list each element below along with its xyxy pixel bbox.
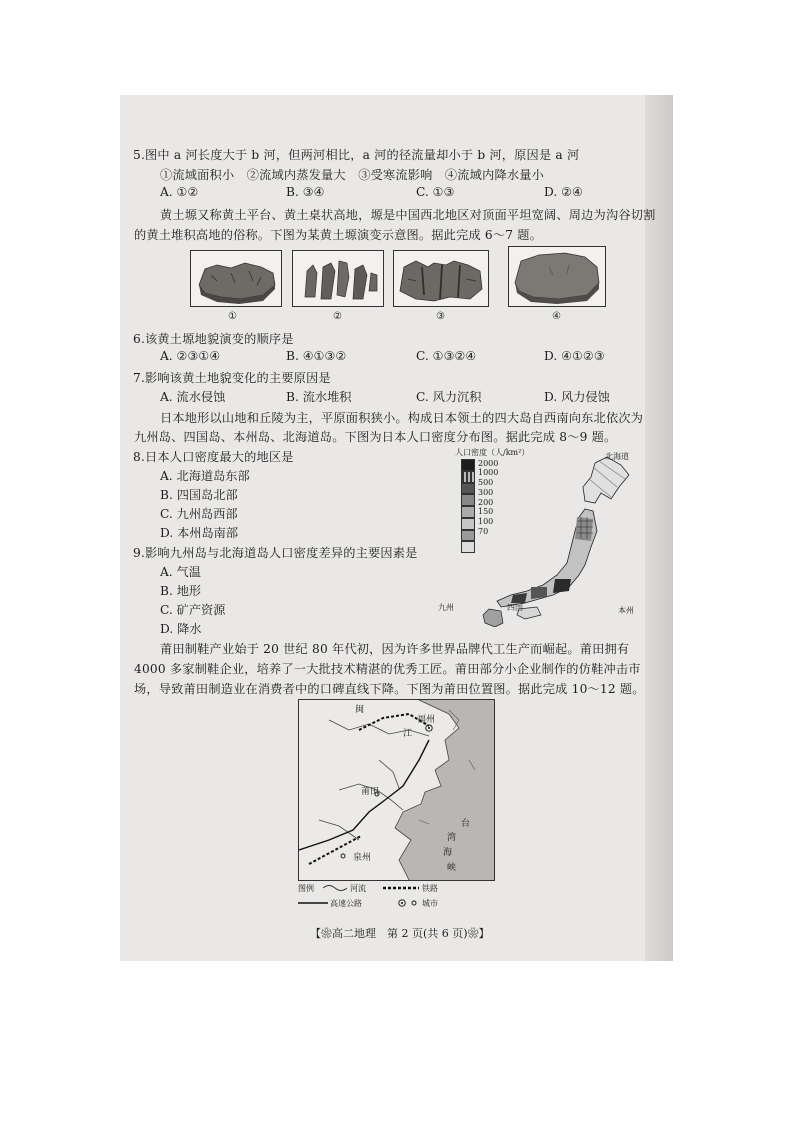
- japan-islands-svg: [435, 447, 635, 627]
- putian-label-fuzhou: 福州: [417, 715, 436, 725]
- q9-option-c: C. 矿产资源: [160, 603, 226, 617]
- intro-6-7-line2: 的黄土堆积高地的俗称。下图为某黄土塬演变示意图。据此完成 6～7 题。: [134, 228, 543, 242]
- putian-label-quanzhou: 泉州: [353, 853, 372, 863]
- river-legend-icon: [323, 883, 347, 893]
- japan-legend-value-3: 500: [478, 478, 494, 487]
- japan-legend-value-8: 70: [478, 527, 489, 536]
- japan-legend-value-2: 1000: [478, 468, 499, 477]
- japan-label-honshu: 本州: [618, 606, 634, 615]
- loess-figure-1: [190, 250, 282, 307]
- putian-legend-title: 图例: [298, 884, 314, 893]
- q5-option-d: D. ②④: [544, 185, 583, 199]
- japan-legend-value-6: 150: [478, 507, 494, 516]
- putian-legend-highway: 高速公路: [330, 899, 362, 908]
- loess-figure-3: [393, 250, 489, 307]
- q5-option-c: C. ①③: [416, 185, 455, 199]
- q8-option-a: A. 北海道岛东部: [160, 469, 250, 483]
- japan-legend-value-4: 300: [478, 488, 494, 497]
- q7-option-a: A. 流水侵蚀: [160, 390, 226, 404]
- japan-population-map: [435, 447, 635, 627]
- putian-label-jiang: 江: [403, 729, 413, 739]
- exam-paper: [120, 95, 673, 961]
- intro-8-9-line2: 九州岛、四国岛、本州岛、北海道岛。下图为日本人口密度分布图。据此完成 8～9 题。: [134, 430, 617, 444]
- intro-10-12-line1: 莆田制鞋产业始于 20 世纪 80 年代初，因为许多世界品牌代工生产而崛起。莆田拥有: [160, 642, 630, 656]
- q8-option-c: C. 九州岛西部: [160, 507, 238, 521]
- q6-option-c: C. ①③②④: [416, 349, 477, 363]
- intro-6-7-line1: 黄土塬又称黄土平台、黄土桌状高地，塬是中国西北地区对顶面平坦宽阔、周边为沟谷切割: [160, 208, 656, 222]
- q5-option-b: B. ③④: [286, 185, 325, 199]
- q7-stem: 7.影响该黄土地貌变化的主要原因是: [133, 371, 331, 385]
- putian-label-wan: 湾: [447, 833, 457, 843]
- q8-option-b: B. 四国岛北部: [160, 488, 238, 502]
- loess-figure-2: [292, 250, 384, 307]
- japan-legend-value-7: 100: [478, 517, 494, 526]
- q9-option-a: A. 气温: [160, 565, 201, 579]
- loess-label-3: ③: [436, 311, 445, 322]
- intro-8-9-line1: 日本地形以山地和丘陵为主，平原面积狭小。构成日本领土的四大岛自西南向东北依次为: [160, 411, 644, 425]
- putian-legend-river: 河流: [350, 884, 366, 893]
- japan-label-hokkaido: 北海道: [605, 452, 629, 461]
- page-footer: 【❀高二地理 第 2 页(共 6 页)❀】: [310, 927, 490, 940]
- q5-stem: 5.图中 a 河长度大于 b 河，但两河相比，a 河的径流量却小于 b 河，原因是 a 河: [133, 148, 580, 162]
- q8-option-d: D. 本州岛南部: [160, 526, 239, 540]
- putian-label-putian: 莆田: [361, 787, 380, 797]
- q7-option-c: C. 风力沉积: [416, 390, 482, 404]
- putian-label-tai: 台: [461, 819, 471, 829]
- japan-label-shikoku: 四国: [507, 603, 523, 612]
- loess-label-1: ①: [228, 311, 237, 322]
- putian-label-hai: 海: [443, 848, 453, 858]
- q9-stem: 9.影响九州岛与北海道岛人口密度差异的主要因素是: [133, 546, 418, 560]
- putian-location-map: [298, 699, 495, 881]
- japan-legend-value-1: 2000: [478, 459, 499, 468]
- japan-legend-title: 人口密度（人/km²）: [455, 448, 530, 457]
- q8-stem: 8.日本人口密度最大的地区是: [133, 450, 294, 464]
- paper-edge-shadow: [645, 95, 673, 961]
- japan-legend-value-5: 200: [478, 498, 494, 507]
- intro-10-12-line3: 场，导致莆田制造业在消费者中的口碑直线下降。下图为莆田位置图。据此完成 10～12 题。: [134, 682, 645, 696]
- q6-option-b: B. ④①③②: [286, 349, 347, 363]
- japan-label-kyushu: 九州: [438, 603, 454, 612]
- q5-items: ①流域面积小 ②流域内蒸发量大 ③受寒流影响 ④流域内降水量小: [160, 168, 545, 182]
- q5-option-a: A. ①②: [160, 185, 199, 199]
- putian-legend-city: 城市: [422, 899, 438, 908]
- q6-stem: 6.该黄土塬地貌演变的顺序是: [133, 332, 294, 346]
- q9-option-d: D. 降水: [160, 622, 202, 636]
- putian-map-svg: [299, 700, 494, 880]
- q6-option-d: D. ④①②③: [544, 349, 605, 363]
- highway-legend-icon: [298, 898, 328, 908]
- q6-option-a: A. ②③①④: [160, 349, 221, 363]
- putian-label-xia: 峡: [447, 863, 457, 873]
- putian-label-min: 闽: [355, 705, 365, 715]
- loess-label-2: ②: [333, 311, 342, 322]
- loess-figure-4: [508, 246, 606, 307]
- q7-option-b: B. 流水堆积: [286, 390, 352, 404]
- railway-legend-icon: [383, 883, 419, 893]
- loess-label-4: ④: [552, 311, 561, 322]
- q7-option-d: D. 风力侵蚀: [544, 390, 610, 404]
- city-legend-icon: [397, 898, 421, 908]
- intro-10-12-line2: 4000 多家制鞋企业，培养了一大批技术精湛的优秀工匠。莆田部分小企业制作的仿鞋冲击市: [134, 662, 641, 676]
- putian-legend-railway: 铁路: [422, 884, 438, 893]
- q9-option-b: B. 地形: [160, 584, 202, 598]
